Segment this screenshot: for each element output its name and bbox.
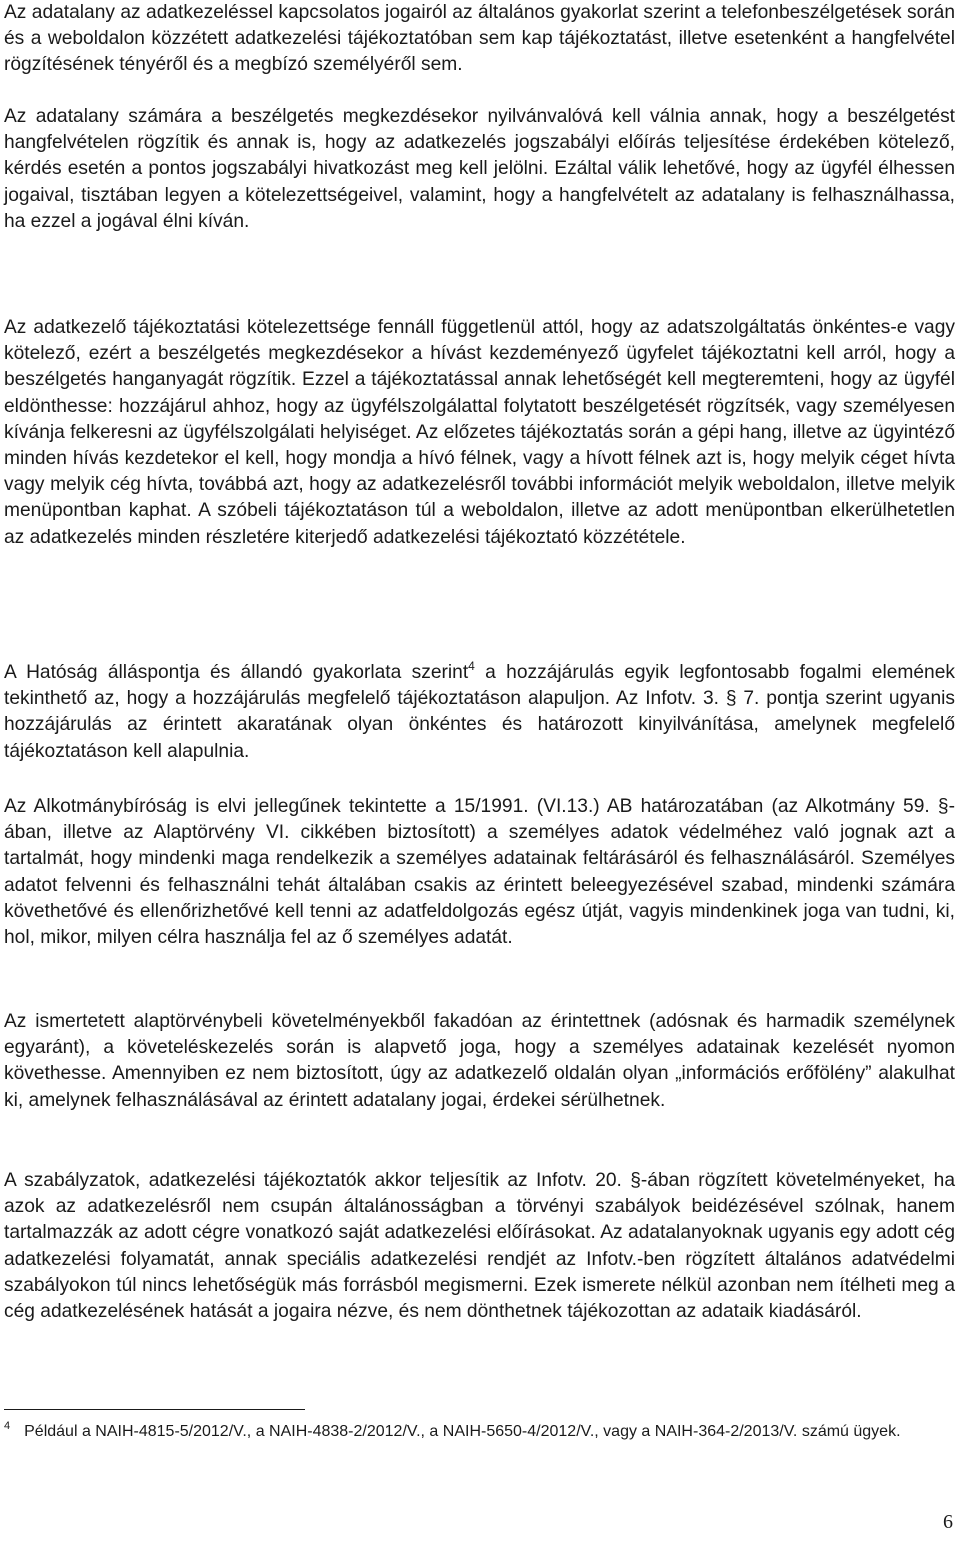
paragraph-6: Az ismertetett alaptörvénybeli követelményekből fakadóan az érintettnek (adósnak és harmadik személynek egyaránt), a követeléskezelés során is alapvető joga, hogy a személyes adatainak kezelését nyomon követhesse. Amennyiben ez nem biztosított, úgy az adatkezelő oldalán olyan „információs erőfölény” alakulhat ki, amelynek felhasználásával az érintett adatalany jogai, érdekei sérülhetnek.	[4, 1011, 955, 1111]
paragraph-3: Az adatkezelő tájékoztatási kötelezettsége fennáll függetlenül attól, hogy az adatszolgáltatás önkéntes-e vagy kötelező, ezért a beszélgetés megkezdésekor a hívást kezdeményező ügyfelet tájékoztatni kell arról, hogy a beszélgetés hanganyagát rögzítik. Ezzel a tájékoztatással annak lehetőségét kell megteremteni, hogy az ügyfél eldönthesse: hozzájárul ahhoz, hogy az ügyfélszolgálattal folytatott beszélgetését rögzítsék, vagy személyesen kívánja felkeresni az ügyfélszolgálati helyiséget. Az előzetes tájékoztatás során a gépi hang, illetve az ügyintéző minden hívás kezdetekor el kell, hogy mondja a hívó félnek, vagy a hívott félnek azt is, hogy melyik céget hívta vagy melyik cég hívta, továbbá azt, hogy az adatkezelésről további információt melyik weboldalon, illetve melyik menüpontban kaphat. A szóbeli tájékoztatáson túl a weboldalon, illetve az adott menüpontban elkerülhetetlen az adatkezelés minden részletére kiterjedő adatkezelési tájékoztató közzététele.	[4, 317, 955, 548]
paragraph-2: Az adatalany számára a beszélgetés megkezdésekor nyilvánvalóvá kell válnia annak, hogy a beszélgetést hangfelvételen rögzítik és annak is, hogy az adatkezelés jogszabályi előírás teljesítése érdekében kötelező, kérdés esetén a pontos jogszabályi hivatkozást meg kell jelölni. Ezáltal válik lehetővé, hogy az ügyfél élhessen jogaival, tisztában legyen a kötelezettségeivel, valamint, hogy a hangfelvételt az adatalany is felhasználhassa, ha ezzel a jogával élni kíván.	[4, 106, 955, 232]
footnote	[4, 1420, 955, 1445]
paragraph-7: A szabályzatok, adatkezelési tájékoztatók akkor teljesítik az Infotv. 20. §-ában rögzített követelményeket, ha azok az adatkezelésről nem csupán általánosságban a törvényi szabályok beidézésével szólnak, hanem tartalmazzák az adott cégre vonatkozó saját adatkezelési előírásokat. Az adatalanyoknak ugyanis egy adott cég adatkezelési folyamatát, annak speciális adatkezelési rendjét az Infotv.-ben rögzített általános adatvédelmi szabályokon túl nincs lehetőségük más forrásból megismerni. Ezek ismerete nélkül azonban nem ítélheti meg a cég adatkezelésének hatását a jogaira nézve, és nem dönthetnek tájékozottan az adataik kiadásáról.	[4, 1170, 955, 1323]
paragraph-4	[4, 660, 955, 765]
footnote-reference: 4	[468, 659, 475, 673]
paragraph-4-start: A Hatóság álláspontja és állandó gyakorlata szerint	[4, 662, 469, 683]
footnote-separator	[4, 1409, 305, 1410]
paragraph-5: Az Alkotmánybíróság is elvi jellegűnek tekintette a 15/1991. (VI.13.) AB határozatában (az Alkotmány 59. §-ában, illetve az Alaptörvény VI. cikkében biztosított) a személyes adatok védelméhez való jognak azt a tartalmát, hogy mindenki maga rendelkezik a személyes adatainak feltárásáról és felhasználásáról. Személyes adatot felvenni és felhasználni tehát általában csakis az érintett beleegyezésével szabad, mindenki számára követhetővé és ellenőrizhetővé kell tenni az adatfeldolgozás egész útját, vagyis mindenkinek joga van tudni, ki, hol, mikor, milyen célra használja fel az ő személyes adatát.	[4, 796, 955, 949]
footnote-number: 4	[4, 1420, 11, 1432]
footnote-text: Például a NAIH-4815-5/2012/V., a NAIH-4838-2/2012/V., a NAIH-5650-4/2012/V., vagy a NAIH-364-2/2013/V. számú ügyek.	[24, 1423, 901, 1440]
page-number: 6	[943, 1511, 953, 1533]
paragraph-1: Az adatalany az adatkezeléssel kapcsolatos jogairól az általános gyakorlat szerint a telefonbeszélgetések során és a weboldalon közzétett adatkezelési tájékoztatóban sem kap tájékoztatást, illetve esetenként a hangfelvétel rögzítésének tényéről és a megbízó személyéről sem.	[4, 2, 955, 76]
paragraph-4-rest: a hozzájárulás egyik legfontosabb fogalmi elemének tekinthető az, hogy a hozzájárulás megfelelő tájékoztatáson alapuljon. Az Infotv. 3. § 7. pontja szerint ugyanis hozzájárulás az érintett akaratának olyan önkéntes és határozott kinyilvánítása, amelynek megfelelő tájékoztatáson kell alapulnia.	[4, 662, 955, 762]
